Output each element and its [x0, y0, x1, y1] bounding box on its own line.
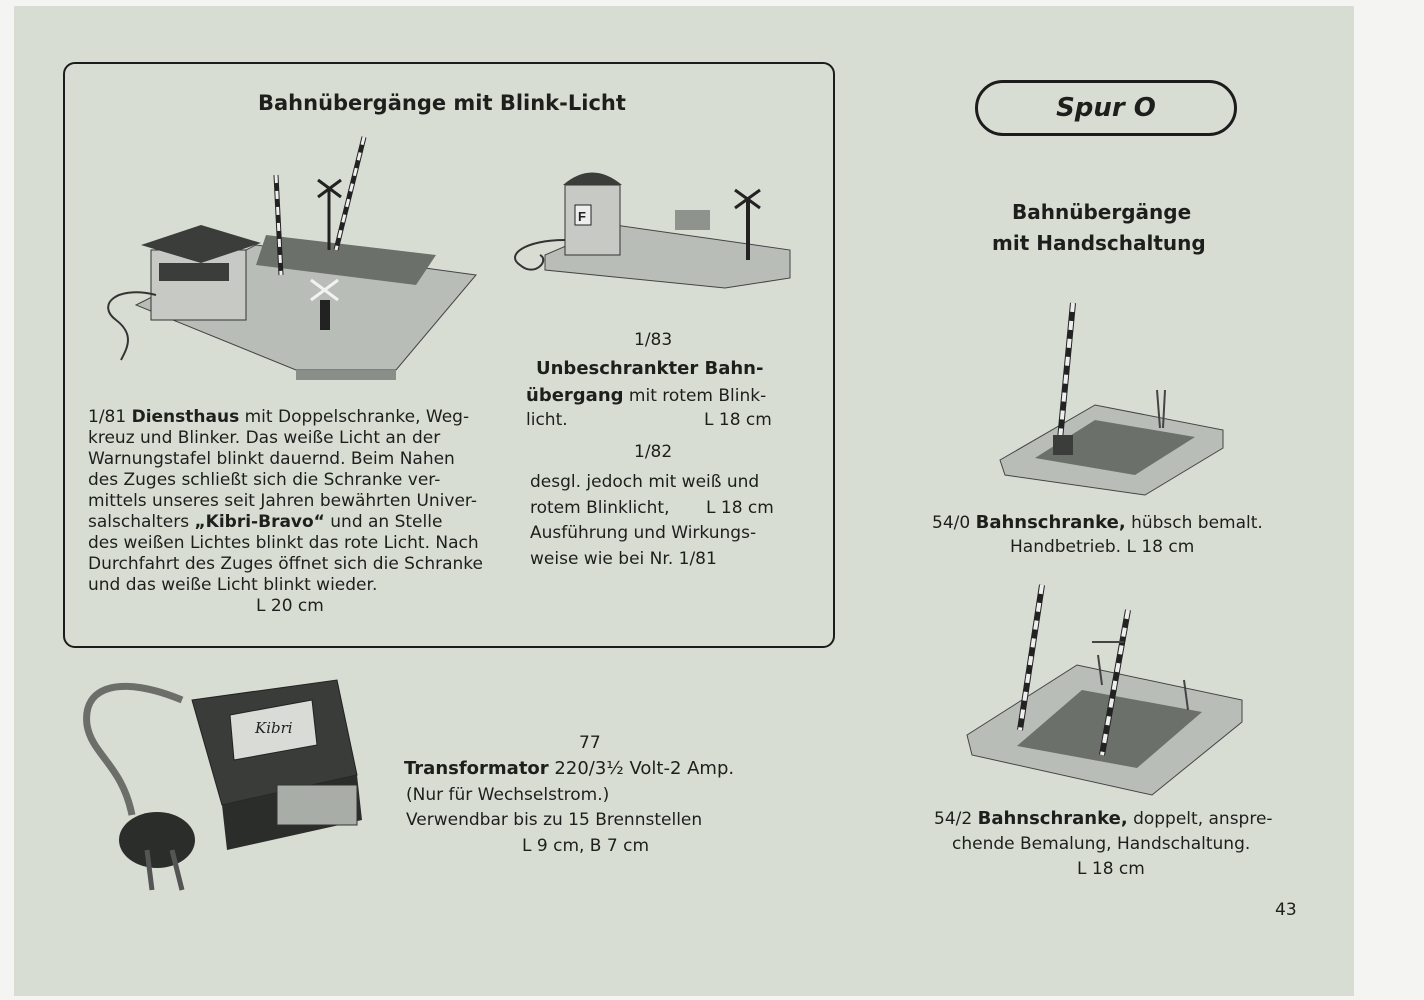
item-182-number: 1/82	[634, 442, 673, 462]
page-number: 43	[1275, 900, 1297, 920]
gauge-badge: Spur O	[975, 80, 1237, 136]
item-542-line1	[934, 808, 1273, 830]
item-181-title: Diensthaus	[131, 407, 240, 427]
item-183-size: L 18 cm	[704, 410, 772, 430]
transformer-name: Transformator	[404, 758, 549, 779]
blink-section-heading: Bahnübergänge mit Blink-Licht	[258, 91, 626, 115]
item-542-line2: chende Bemalung, Handschaltung.	[952, 834, 1251, 854]
item-181-size: L 20 cm	[256, 596, 324, 616]
item-181-line6	[88, 512, 442, 533]
transformer-line3: Verwendbar bis zu 15 Brennstellen	[406, 810, 703, 830]
item-181-line2: kreuz und Blinker. Das weiße Licht an der	[88, 428, 441, 448]
item-183-number: 1/83	[634, 330, 673, 350]
item-540-rest: hübsch bemalt.	[1131, 513, 1263, 533]
item-183-line3a: licht.	[526, 410, 568, 430]
item-181-line9: und das weiße Licht blinkt wieder.	[88, 575, 378, 595]
item-542-rest: doppelt, anspre-	[1133, 809, 1273, 829]
item-183-title1: Unbeschrankter Bahn-	[536, 358, 764, 379]
item-182-line2a: rotem Blinklicht,	[530, 498, 670, 518]
hand-section-heading1: Bahnübergänge	[1012, 200, 1192, 224]
transformer-line2: (Nur für Wechselstrom.)	[406, 785, 610, 805]
item-181-line1-rest: mit Doppelschranke, Weg-	[244, 407, 470, 427]
item-182-line4: weise wie bei Nr. 1/81	[530, 549, 717, 569]
transformer-size: L 9 cm, B 7 cm	[522, 836, 650, 856]
item-542-number: 54/2	[934, 809, 973, 829]
item-182-size: L 18 cm	[706, 498, 774, 518]
item-181-line7: des weißen Lichtes blinkt das rote Licht. Nach	[88, 533, 479, 553]
item-181-line3: Warnungstafel blinkt dauernd. Beim Nahen	[88, 449, 455, 469]
crossing-540-illustration	[995, 300, 1225, 500]
item-181-line6-pre: salschalters	[88, 512, 190, 532]
transformer-line1	[404, 758, 734, 779]
transformer-spec: 220/3½ Volt-2 Amp.	[554, 758, 735, 779]
item-540-title: Bahnschranke,	[975, 512, 1126, 533]
transformer-number: 77	[579, 733, 601, 753]
crossing-542-illustration	[962, 580, 1247, 800]
item-542-size: L 18 cm	[1077, 859, 1145, 879]
item-181-line4: des Zuges schließt sich die Schranke ver-	[88, 470, 441, 490]
item-181-number: 1/81	[88, 407, 127, 427]
item-181-line5: mittels unseres seit Jahren bewährten Univer-	[88, 491, 477, 511]
item-182-line1: desgl. jedoch mit weiß und	[530, 472, 760, 492]
diensthaus-crossing-illustration	[96, 135, 481, 395]
item-540-line2: Handbetrieb. L 18 cm	[1010, 537, 1195, 557]
item-542-title: Bahnschranke,	[977, 808, 1128, 829]
item-181-line8: Durchfahrt des Zuges öffnet sich die Schranke	[88, 554, 483, 574]
item-540-number: 54/0	[932, 513, 971, 533]
item-183-title2-rest: mit rotem Blink-	[628, 386, 767, 406]
hand-section-heading2: mit Handschaltung	[992, 231, 1206, 255]
item-181-line1	[88, 407, 469, 428]
item-181-line6-post: und an Stelle	[330, 512, 443, 532]
item-181-kibri-bravo: „Kibri-Bravo“	[194, 512, 325, 532]
item-182-line3: Ausführung und Wirkungs-	[530, 523, 757, 543]
unguarded-crossing-illustration	[505, 160, 795, 290]
item-183-line2	[526, 385, 766, 407]
item-183-title2: übergang	[526, 385, 624, 406]
transformer-label: Kibri	[255, 719, 293, 737]
house-letter: F	[578, 209, 586, 224]
transformer-illustration	[62, 655, 372, 905]
item-540-line1	[932, 512, 1263, 534]
